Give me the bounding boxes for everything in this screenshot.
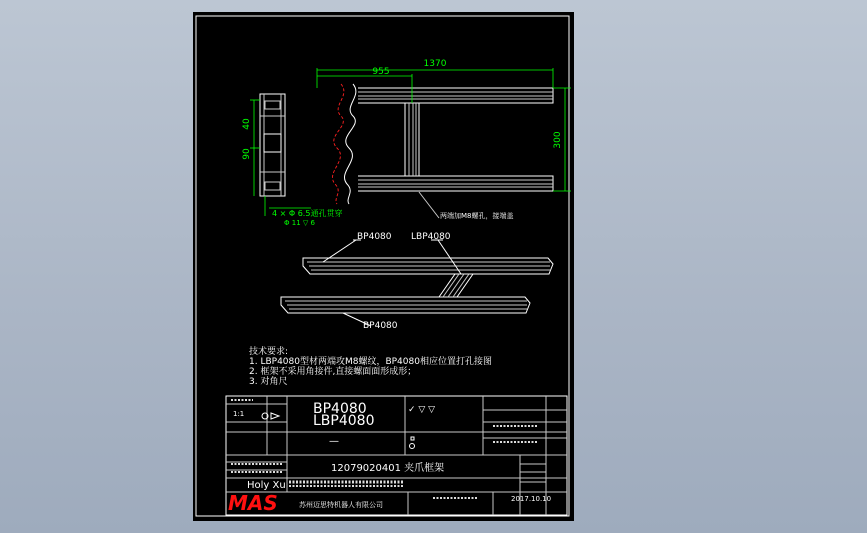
hole-callout-sub: Φ 11 ▽ 6 <box>284 219 315 227</box>
iso-label-bp4080-bottom: BP4080 <box>363 321 398 331</box>
drawing-sheet <box>193 12 574 521</box>
iso-label-lbp4080: LBP4080 <box>411 232 451 242</box>
dim-side-total: 90 <box>242 148 252 160</box>
dim-overall-length: 1370 <box>423 59 447 69</box>
profile-side-view <box>250 94 311 216</box>
title-dash: — <box>329 436 339 447</box>
part-line-1: BP4080 <box>313 401 367 417</box>
note-item-1: 1. LBP4080型材两端攻M8螺纹，BP4080相应位置打孔接图 <box>249 357 492 367</box>
cad-drawing <box>193 12 574 521</box>
part-line-2: LBP4080 <box>313 413 375 429</box>
dim-height: 300 <box>553 131 563 149</box>
designer-name: Holy Xu <box>247 480 286 491</box>
company-name: 苏州迈思特机器人有限公司 <box>299 501 383 509</box>
company-logo: MAS <box>228 491 278 515</box>
isometric-view <box>281 240 553 326</box>
note-item-3: 3. 对角尺 <box>249 377 288 387</box>
iso-label-bp4080-top: BP4080 <box>357 232 392 242</box>
surface-symbols: ✓ ▽ ▽ <box>408 405 436 415</box>
note-item-2: 2. 框架不采用角接件,直接螺面面形成形； <box>249 367 417 377</box>
dim-side-upper: 40 <box>242 118 252 130</box>
notes-heading: 技术要求: <box>249 347 289 357</box>
date-value: 2017.10.10 <box>511 495 552 503</box>
scale-value: 1:1 <box>233 410 245 418</box>
dim-half-length: 955 <box>372 67 390 77</box>
frame-front-view <box>310 68 571 218</box>
drawing-number: 12079020401 夹爪框架 <box>331 463 445 474</box>
hole-callout: 4 × Φ 6.5通孔贯穿 <box>272 209 343 218</box>
weld-note: 两端加M8螺孔，接端盖 <box>440 212 514 220</box>
